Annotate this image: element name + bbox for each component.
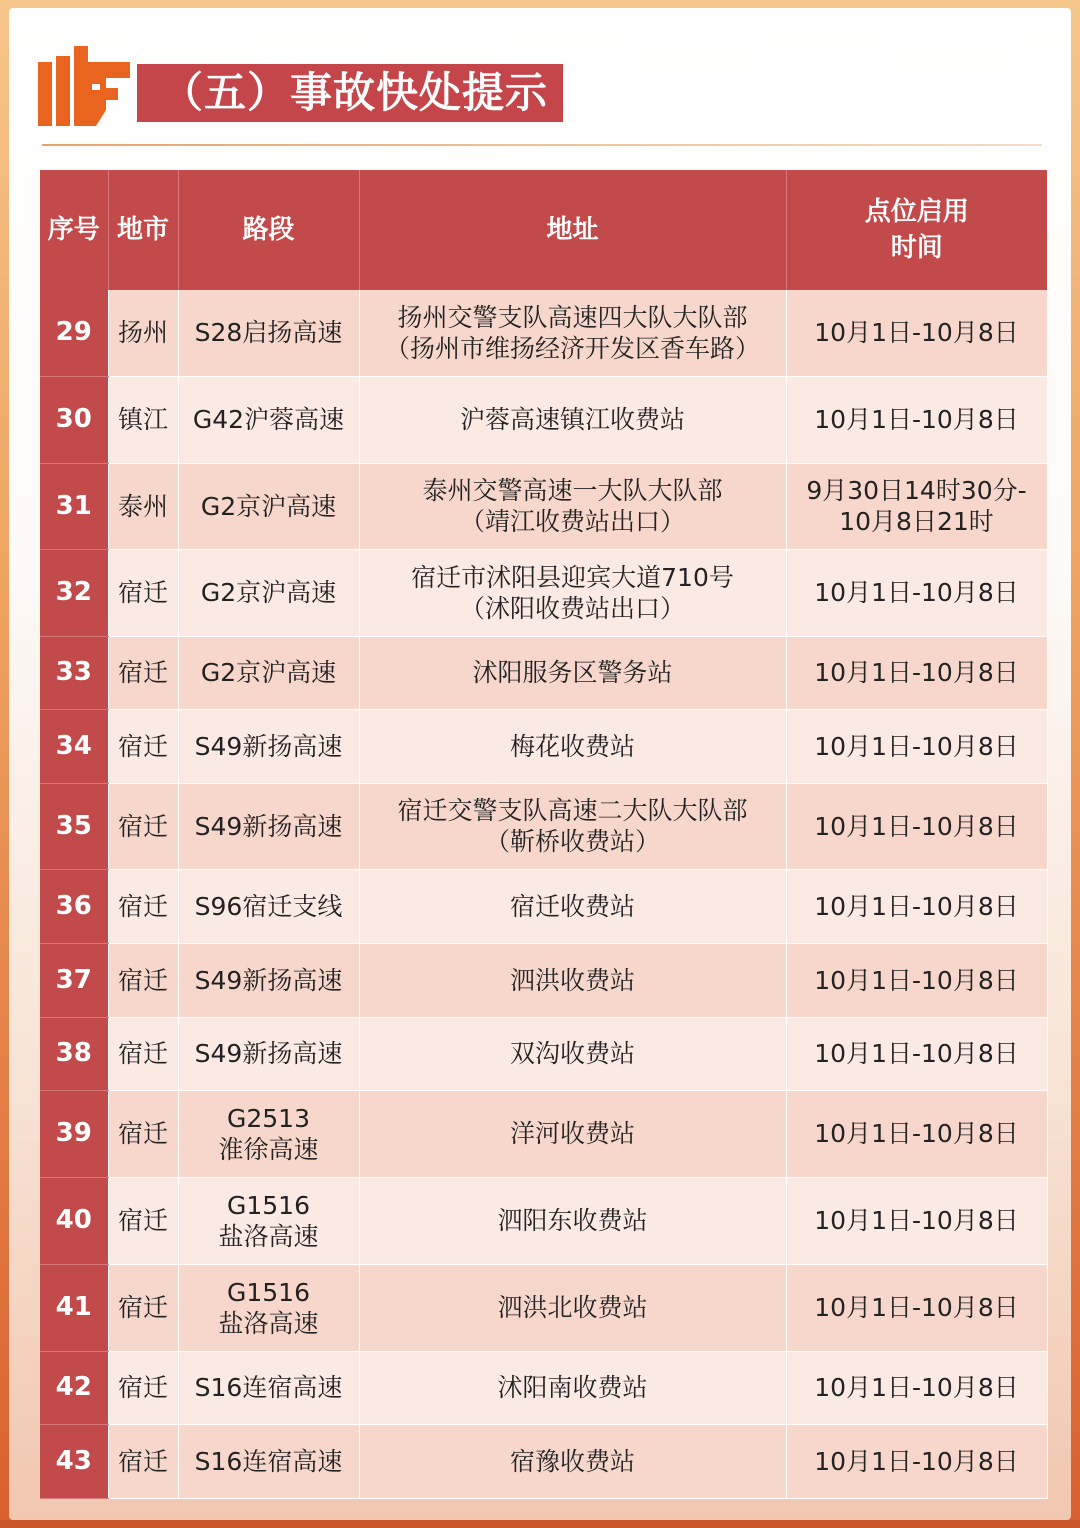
row-city: 宿迁 — [108, 1264, 178, 1351]
table-header-row — [40, 170, 1047, 290]
header-road: 路段 — [178, 170, 359, 290]
table-row — [40, 549, 1047, 636]
row-number: 31 — [40, 463, 108, 549]
row-road: G42沪蓉高速 — [178, 376, 359, 463]
row-city: 宿迁 — [108, 869, 178, 943]
row-city: 宿迁 — [108, 783, 178, 869]
row-road: S49新扬高速 — [178, 783, 359, 869]
row-time: 10月1日-10月8日 — [786, 1177, 1047, 1264]
row-address: 扬州交警支队高速四大队大队部 （扬州市维扬经济开发区香车路） — [359, 290, 786, 376]
row-number: 32 — [40, 549, 108, 636]
row-number: 36 — [40, 869, 108, 943]
checkpoint-table — [40, 170, 1048, 1499]
row-city: 宿迁 — [108, 943, 178, 1017]
row-road: S49新扬高速 — [178, 1017, 359, 1090]
row-time: 10月1日-10月8日 — [786, 783, 1047, 869]
row-number: 33 — [40, 636, 108, 709]
row-address: 梅花收费站 — [359, 709, 786, 783]
table-row — [40, 290, 1047, 376]
table-row — [40, 1090, 1047, 1177]
row-address: 洋河收费站 — [359, 1090, 786, 1177]
table-row — [40, 869, 1047, 943]
row-number: 30 — [40, 376, 108, 463]
table-row — [40, 376, 1047, 463]
row-number: 40 — [40, 1177, 108, 1264]
row-city: 宿迁 — [108, 1351, 178, 1424]
table-row — [40, 1264, 1047, 1351]
row-address: 宿迁交警支队高速二大队大队部 （靳桥收费站） — [359, 783, 786, 869]
row-road: G2京沪高速 — [178, 636, 359, 709]
row-address: 泗洪收费站 — [359, 943, 786, 1017]
row-address: 沪蓉高速镇江收费站 — [359, 376, 786, 463]
row-number: 38 — [40, 1017, 108, 1090]
row-time: 10月1日-10月8日 — [786, 1424, 1047, 1498]
row-city: 宿迁 — [108, 1090, 178, 1177]
row-time: 10月1日-10月8日 — [786, 1264, 1047, 1351]
table-row — [40, 783, 1047, 869]
row-time: 10月1日-10月8日 — [786, 1351, 1047, 1424]
row-road: G1516 盐洛高速 — [178, 1177, 359, 1264]
row-road: S16连宿高速 — [178, 1424, 359, 1498]
row-time: 10月1日-10月8日 — [786, 376, 1047, 463]
row-city: 宿迁 — [108, 1424, 178, 1498]
row-time: 10月1日-10月8日 — [786, 549, 1047, 636]
row-address: 宿豫收费站 — [359, 1424, 786, 1498]
row-road: S28启扬高速 — [178, 290, 359, 376]
row-number: 39 — [40, 1090, 108, 1177]
row-road: G2京沪高速 — [178, 463, 359, 549]
row-time: 9月30日14时30分- 10月8日21时 — [786, 463, 1047, 549]
row-time: 10月1日-10月8日 — [786, 290, 1047, 376]
row-address: 沭阳南收费站 — [359, 1351, 786, 1424]
header-address: 地址 — [359, 170, 786, 290]
table-row — [40, 1017, 1047, 1090]
row-time: 10月1日-10月8日 — [786, 1017, 1047, 1090]
table-row — [40, 1351, 1047, 1424]
table-body — [40, 290, 1047, 1498]
row-city: 泰州 — [108, 463, 178, 549]
row-address: 泗洪北收费站 — [359, 1264, 786, 1351]
header-no: 序号 — [40, 170, 108, 290]
row-road: S16连宿高速 — [178, 1351, 359, 1424]
row-number: 43 — [40, 1424, 108, 1498]
row-time: 10月1日-10月8日 — [786, 1090, 1047, 1177]
row-road: G1516 盐洛高速 — [178, 1264, 359, 1351]
row-address: 宿迁收费站 — [359, 869, 786, 943]
row-address: 双沟收费站 — [359, 1017, 786, 1090]
row-address: 沭阳服务区警务站 — [359, 636, 786, 709]
row-address: 泗阳东收费站 — [359, 1177, 786, 1264]
row-city: 宿迁 — [108, 549, 178, 636]
bottom-band — [0, 1520, 1080, 1528]
row-city: 宿迁 — [108, 636, 178, 709]
table-row — [40, 463, 1047, 549]
header-city: 地市 — [108, 170, 178, 290]
row-city: 宿迁 — [108, 709, 178, 783]
row-city: 宿迁 — [108, 1177, 178, 1264]
row-number: 42 — [40, 1351, 108, 1424]
row-time: 10月1日-10月8日 — [786, 636, 1047, 709]
row-time: 10月1日-10月8日 — [786, 709, 1047, 783]
page-title: （五）事故快处提示 — [137, 64, 563, 122]
row-road: G2京沪高速 — [178, 549, 359, 636]
row-number: 37 — [40, 943, 108, 1017]
row-number: 34 — [40, 709, 108, 783]
header-time: 点位启用 时间 — [786, 170, 1047, 290]
row-city: 宿迁 — [108, 1017, 178, 1090]
table-row — [40, 943, 1047, 1017]
table-row — [40, 1424, 1047, 1498]
table-row — [40, 1177, 1047, 1264]
row-number: 35 — [40, 783, 108, 869]
row-road: S49新扬高速 — [178, 943, 359, 1017]
title-divider — [42, 144, 1042, 146]
row-address: 泰州交警高速一大队大队部 （靖江收费站出口） — [359, 463, 786, 549]
row-road: G2513 淮徐高速 — [178, 1090, 359, 1177]
row-time: 10月1日-10月8日 — [786, 869, 1047, 943]
row-number: 41 — [40, 1264, 108, 1351]
row-road: S96宿迁支线 — [178, 869, 359, 943]
row-address: 宿迁市沭阳县迎宾大道710号 （沭阳收费站出口） — [359, 549, 786, 636]
row-road: S49新扬高速 — [178, 709, 359, 783]
row-time: 10月1日-10月8日 — [786, 943, 1047, 1017]
pointing-hand-icon — [36, 42, 132, 128]
table-row — [40, 636, 1047, 709]
row-city: 镇江 — [108, 376, 178, 463]
table-row — [40, 709, 1047, 783]
row-number: 29 — [40, 290, 108, 376]
row-city: 扬州 — [108, 290, 178, 376]
